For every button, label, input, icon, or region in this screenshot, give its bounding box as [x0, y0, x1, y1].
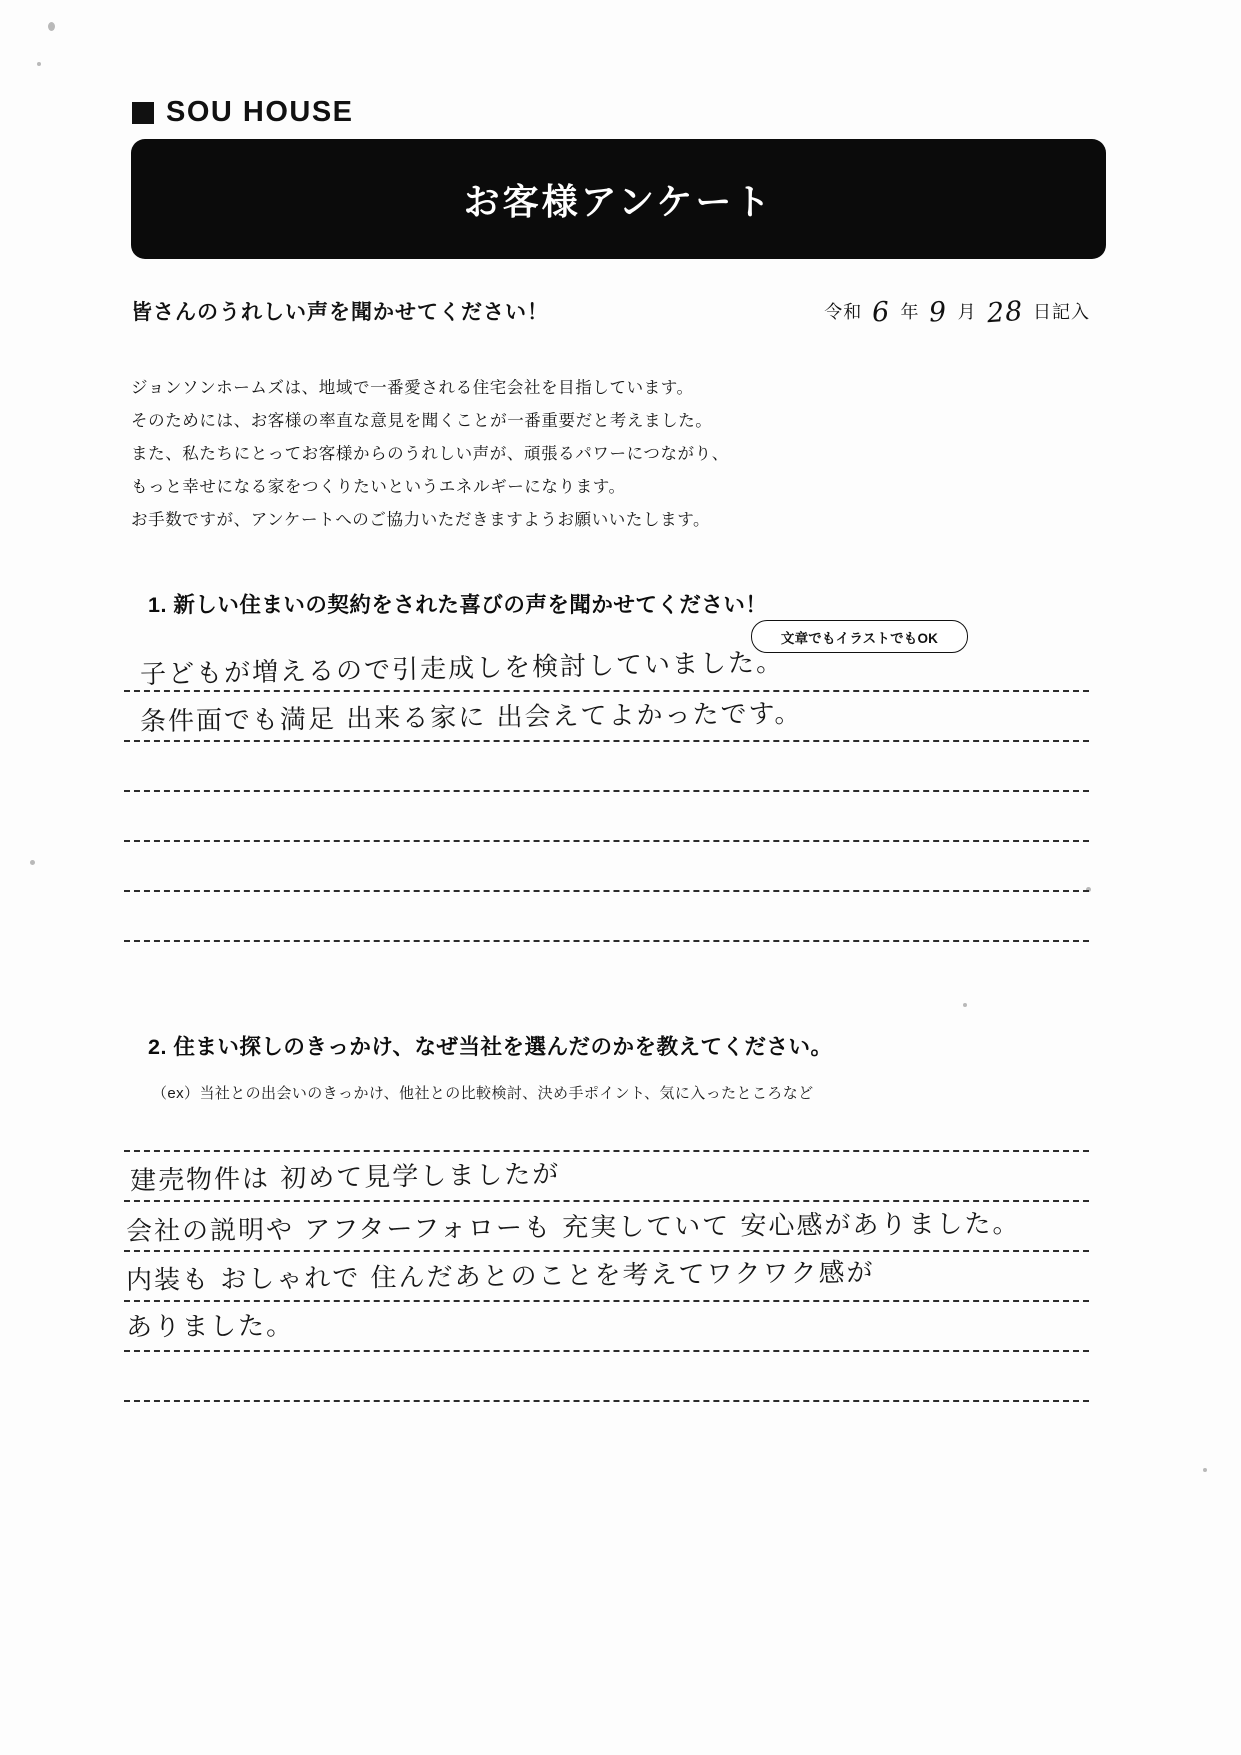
- question-2-heading: 2. 住まい探しのきっかけ、なぜ当社を選んだのかを教えてください。: [148, 1035, 833, 1059]
- answer-rule: [124, 1150, 1089, 1152]
- question-2-answer-line: 会社の説明や アフターフォローも 充実していて 安心感がありました。: [125, 1209, 1021, 1247]
- intro-line: お手数ですが、アンケートへのご協力いただきますようお願いいたします。: [131, 511, 711, 529]
- brand-logo: [132, 96, 354, 129]
- question-2-answer-line: 内装も おしゃれで 住んだあとのことを考えてワクワク感が: [125, 1258, 875, 1296]
- lead-text: 皆さんのうれしい声を聞かせてください！: [131, 301, 549, 324]
- intro-line: もっと幸せになる家をつくりたいというエネルギーになります。: [131, 478, 626, 496]
- answer-rule: [124, 1250, 1089, 1252]
- intro-line: ジョンソンホームズは、地域で一番愛される住宅会社を目指しています。: [131, 379, 694, 397]
- answer-rule: [124, 840, 1089, 842]
- answer-rule: [124, 890, 1089, 892]
- page-title-banner: [131, 139, 1106, 259]
- answer-rule: [124, 1350, 1089, 1352]
- answer-rule: [124, 790, 1089, 792]
- date-year-label: 年: [900, 302, 920, 322]
- answer-rule: [124, 690, 1089, 692]
- answer-rule: [124, 740, 1089, 742]
- question-1-answer-line: 条件面でも満足 出来る家に 出会えてよかったです。: [139, 698, 803, 738]
- intro-paragraph: [131, 372, 1031, 537]
- square-mark-icon: [132, 102, 154, 124]
- question-2-subtext: （ex）当社との出会いのきっかけ、他社との比較検討、決め手ポイント、気に入ったところなど: [152, 1085, 814, 1102]
- brand-name: SOU HOUSE: [166, 96, 354, 128]
- intro-line: また、私たちにとってお客様からのうれしい声が、頑張るパワーにつながり、: [131, 445, 729, 463]
- date-year-value: 6: [871, 296, 892, 329]
- question-2-answer-line: 建売物件は 初めて見学しましたが: [129, 1159, 561, 1197]
- lead-row: [131, 295, 1106, 330]
- date-day-value: 28: [985, 295, 1025, 330]
- answer-rule: [124, 1200, 1089, 1202]
- question-2-answer-line: ありました。: [125, 1311, 295, 1343]
- entry-date: [824, 295, 1106, 330]
- date-day-label: 日記入: [1033, 302, 1090, 322]
- question-1-heading: 1. 新しい住まいの契約をされた喜びの声を聞かせてください！: [148, 593, 768, 617]
- date-month-label: 月: [957, 302, 977, 322]
- answer-rule: [124, 1300, 1089, 1302]
- answer-rule: [124, 940, 1089, 942]
- scan-speck: [1203, 1468, 1207, 1472]
- scan-speck: [48, 22, 55, 31]
- answer-rule: [124, 1400, 1089, 1402]
- scan-speck: [963, 1003, 967, 1007]
- question-1-answer-line: 子どもが増えるので引走成しを検討していました。: [139, 647, 785, 691]
- intro-line: そのためには、お客様の率直な意見を聞くことが一番重要だと考えました。: [131, 412, 713, 430]
- date-era-label: 令和: [824, 302, 863, 322]
- date-month-value: 9: [928, 296, 949, 329]
- scan-speck: [37, 62, 41, 66]
- page-title: お客様アンケート: [463, 180, 774, 222]
- scan-speck: [30, 860, 35, 865]
- question-1-answer-area[interactable]: [124, 648, 1089, 948]
- hint-bubble-text: 文章でもイラストでもOK: [780, 630, 939, 646]
